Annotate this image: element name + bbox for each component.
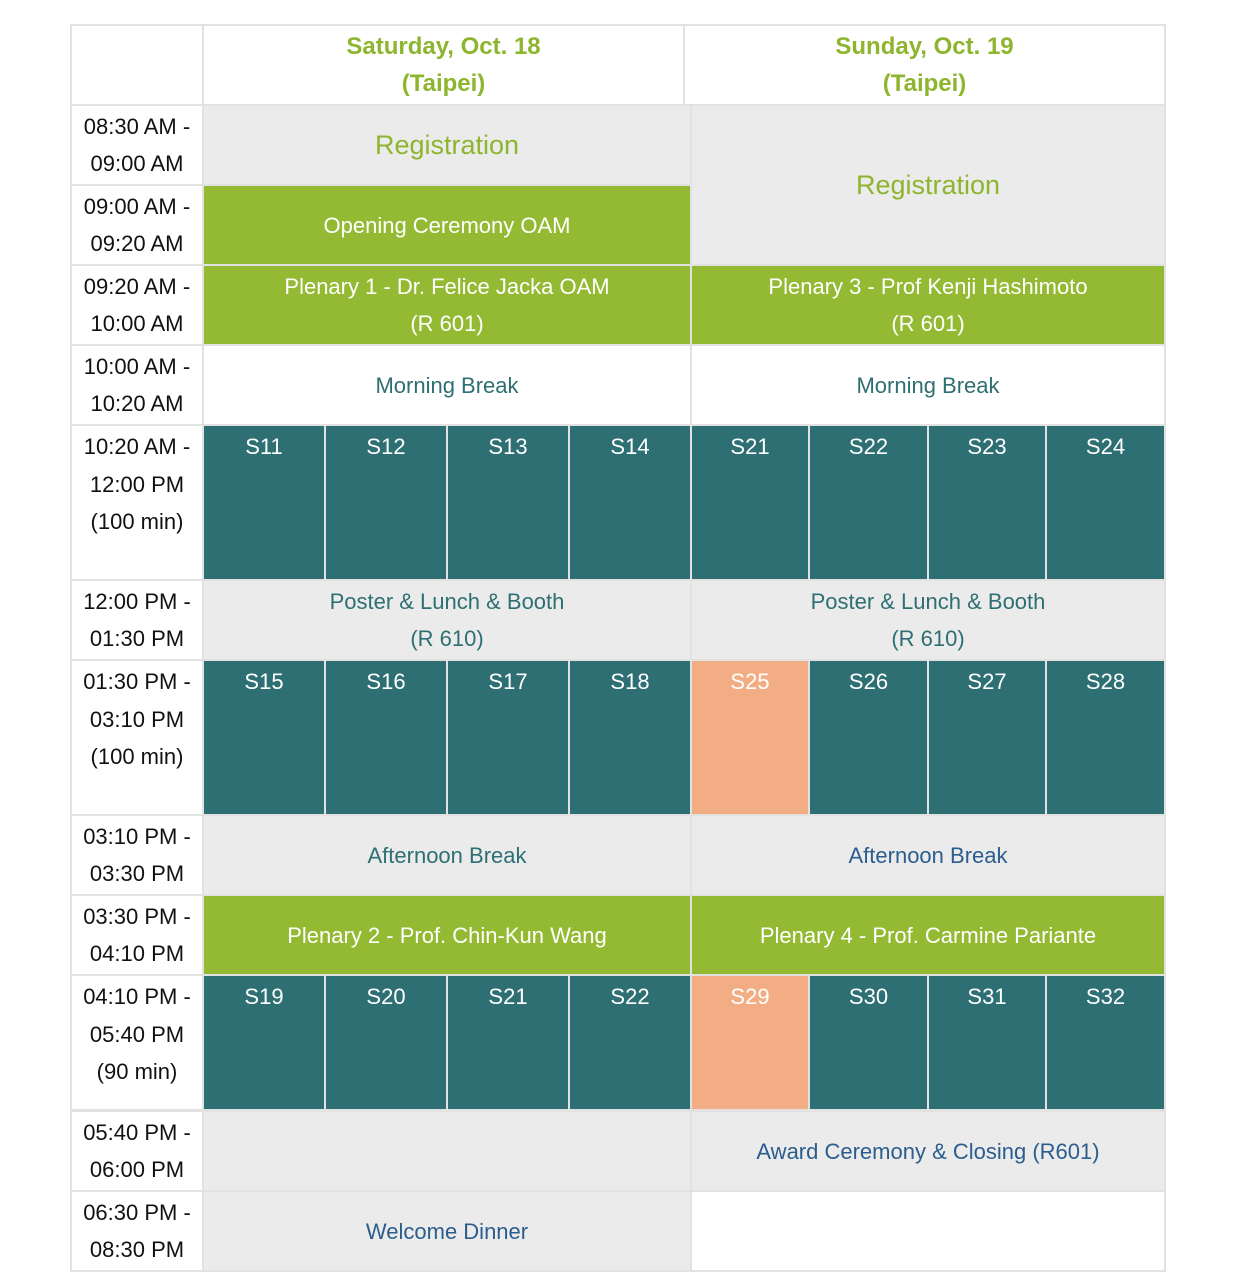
time-slot-1000: 10:00 AM - 10:20 AM [72, 346, 202, 424]
sat-morning-break: Morning Break [204, 346, 690, 424]
session-s20: S20 [326, 976, 446, 1109]
saturday-date: Saturday, Oct. 18 [346, 33, 541, 60]
sun-lunch: Poster & Lunch & Booth (R 610) [692, 581, 1164, 659]
session-s15: S15 [204, 661, 324, 814]
session-s12: S12 [326, 426, 446, 579]
sunday-date: Sunday, Oct. 19 [835, 33, 1014, 60]
sun-plenary-3: Plenary 3 - Prof Kenji Hashimoto (R 601) [692, 266, 1164, 344]
session-s21-sat: S21 [448, 976, 568, 1109]
schedule-table [70, 24, 1166, 1272]
sat-empty-slot [204, 1112, 690, 1190]
sat-welcome-dinner: Welcome Dinner [204, 1192, 690, 1270]
sat-afternoon-break: Afternoon Break [204, 816, 690, 894]
sun-closing-ceremony: Award Ceremony & Closing (R601) [692, 1112, 1164, 1190]
sun-morning-break: Morning Break [692, 346, 1164, 424]
time-slot-0900: 09:00 AM - 09:20 AM [72, 186, 202, 264]
saturday-header [204, 26, 683, 104]
sunday-city: (Taipei) [882, 70, 967, 97]
time-slot-0830: 08:30 AM - 09:00 AM [72, 106, 202, 184]
time-slot-1200: 12:00 PM - 01:30 PM [72, 581, 202, 659]
session-s31: S31 [929, 976, 1045, 1109]
sunday-header [685, 26, 1164, 104]
sat-lunch: Poster & Lunch & Booth (R 610) [204, 581, 690, 659]
time-slot-1830: 06:30 PM - 08:30 PM [72, 1192, 202, 1270]
session-s19: S19 [204, 976, 324, 1109]
time-slot-1510: 03:10 PM - 03:30 PM [72, 816, 202, 894]
session-s11: S11 [204, 426, 324, 579]
sat-opening-ceremony: Opening Ceremony OAM [204, 186, 690, 264]
session-s24: S24 [1047, 426, 1164, 579]
session-s22-sat: S22 [570, 976, 690, 1109]
sun-plenary-4: Plenary 4 - Prof. Carmine Pariante [692, 896, 1164, 974]
session-s27: S27 [929, 661, 1045, 814]
sat-plenary-1: Plenary 1 - Dr. Felice Jacka OAM (R 601) [204, 266, 690, 344]
time-slot-1530: 03:30 PM - 04:10 PM [72, 896, 202, 974]
session-s29: S29 [692, 976, 808, 1109]
time-slot-1020: 10:20 AM - 12:00 PM (100 min) [72, 426, 202, 579]
session-s22: S22 [810, 426, 927, 579]
session-s16: S16 [326, 661, 446, 814]
corner-cell [72, 26, 202, 104]
sun-empty-slot [692, 1192, 1164, 1270]
saturday-city: (Taipei) [401, 70, 486, 97]
session-s28: S28 [1047, 661, 1164, 814]
sat-registration: Registration [204, 106, 690, 184]
time-slot-1740: 05:40 PM - 06:00 PM [72, 1112, 202, 1190]
sun-afternoon-break: Afternoon Break [692, 816, 1164, 894]
session-s26: S26 [810, 661, 927, 814]
session-s21: S21 [692, 426, 808, 579]
session-s30: S30 [810, 976, 927, 1109]
session-s17: S17 [448, 661, 568, 814]
sat-plenary-2: Plenary 2 - Prof. Chin-Kun Wang [204, 896, 690, 974]
time-slot-1330: 01:30 PM - 03:10 PM (100 min) [72, 661, 202, 814]
session-s23: S23 [929, 426, 1045, 579]
time-slot-0920: 09:20 AM - 10:00 AM [72, 266, 202, 344]
session-s32: S32 [1047, 976, 1164, 1109]
sun-registration: Registration [692, 106, 1164, 264]
session-s14: S14 [570, 426, 690, 579]
session-s25: S25 [692, 661, 808, 814]
session-s13: S13 [448, 426, 568, 579]
time-slot-1610: 04:10 PM - 05:40 PM (90 min) [72, 976, 202, 1109]
session-s18: S18 [570, 661, 690, 814]
